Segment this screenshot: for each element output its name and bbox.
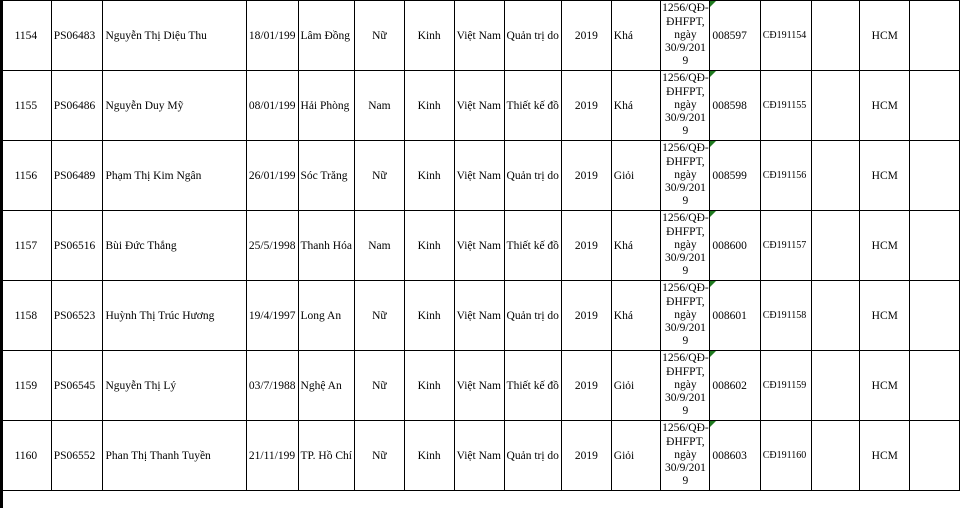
cell-stt[interactable]	[1, 211, 52, 281]
decision-line: ĐHFPT,	[666, 435, 705, 448]
cell-graduation-year[interactable]	[561, 211, 611, 281]
cell-text: Hải Phòng	[300, 99, 350, 112]
cell-issue-place[interactable]	[860, 281, 910, 351]
cell-text: Nữ	[372, 29, 387, 42]
cell-text: Kinh	[417, 309, 441, 322]
cell-birth-date[interactable]	[246, 421, 298, 491]
cell-text: 08/01/199	[248, 99, 296, 112]
cell-full-name[interactable]	[103, 211, 246, 281]
cell-text: CĐ191157	[762, 240, 807, 251]
cell-text: Nguyễn Thị Diệu Thu	[105, 29, 207, 42]
cell-issue-place[interactable]	[860, 71, 910, 141]
cell-text: 26/01/199	[248, 169, 296, 182]
cell-text: 2019	[574, 29, 598, 42]
cell-ethnicity[interactable]	[404, 1, 454, 71]
cell-text: 008603	[712, 449, 747, 462]
decision-line: 30/9/201	[664, 42, 706, 55]
cell-text: PS06523	[53, 309, 96, 322]
comment-marker-icon	[710, 351, 716, 357]
cell-major[interactable]	[504, 281, 561, 351]
cell-nationality[interactable]	[454, 351, 504, 421]
cell-gender[interactable]	[354, 71, 404, 141]
cell-text: 2019	[574, 449, 598, 462]
cell-text: HCM	[871, 29, 898, 42]
cell-gender[interactable]	[354, 281, 404, 351]
cell-text: Quản trị do	[506, 449, 559, 462]
cell-decision[interactable]	[661, 421, 710, 491]
decision-line: ĐHFPT,	[666, 225, 705, 238]
cell-issue-place[interactable]	[860, 351, 910, 421]
cell-extra[interactable]	[910, 1, 960, 71]
cell-text: 008601	[712, 309, 747, 322]
cell-text: Việt Nam	[456, 379, 501, 392]
cell-full-name[interactable]	[103, 281, 246, 351]
cell-text: 1160	[14, 449, 38, 462]
comment-marker-icon	[710, 1, 716, 7]
cell-classification[interactable]	[611, 1, 661, 71]
cell-ethnicity[interactable]	[404, 211, 454, 281]
cell-classification[interactable]	[611, 141, 661, 211]
cell-text: Kinh	[417, 169, 441, 182]
decision-line: 30/9/201	[664, 462, 706, 475]
cell-text: 008598	[712, 99, 747, 112]
decision-line: ngày	[674, 238, 697, 251]
cell-text: Khá	[613, 239, 633, 252]
cell-text: HCM	[871, 309, 898, 322]
table-row	[1, 1, 960, 71]
cell-text: Nữ	[372, 449, 387, 462]
cell-classification[interactable]	[611, 71, 661, 141]
cell-text: 008602	[712, 379, 747, 392]
table-row	[1, 141, 960, 211]
decision-line: 9	[682, 405, 689, 418]
cell-registry-number[interactable]	[760, 211, 811, 281]
decision-line: 30/9/201	[664, 252, 706, 265]
decision-line: ĐHFPT,	[666, 365, 705, 378]
cell-text: CĐ191160	[762, 450, 807, 461]
cell-text: Phan Thị Thanh Tuyền	[105, 449, 211, 462]
cell-stt[interactable]	[1, 1, 52, 71]
cell-registry-number[interactable]	[760, 71, 811, 141]
cell-text: Quản trị do	[506, 169, 559, 182]
cell-text: Nữ	[372, 169, 387, 182]
cell-nationality[interactable]	[454, 211, 504, 281]
table-row	[1, 281, 960, 351]
cell-issue-place[interactable]	[860, 421, 910, 491]
cell-text: 19/4/1997	[248, 309, 296, 322]
comment-marker-icon	[710, 281, 716, 287]
cell-issue-place[interactable]	[860, 1, 910, 71]
cell-certificate-number[interactable]	[710, 211, 760, 281]
cell-gender[interactable]	[354, 421, 404, 491]
cell-text: 1155	[14, 99, 38, 112]
cell-birth-date[interactable]	[246, 1, 298, 71]
comment-marker-icon	[710, 211, 716, 217]
cell-major[interactable]	[504, 141, 561, 211]
table-body	[1, 1, 960, 491]
cell-text: Giỏi	[613, 379, 635, 392]
cell-student-id[interactable]	[51, 71, 103, 141]
cell-certificate-number[interactable]	[710, 141, 760, 211]
decision-line: ĐHFPT,	[666, 155, 705, 168]
cell-stt[interactable]	[1, 281, 52, 351]
cell-extra[interactable]	[910, 211, 960, 281]
decision-line: 9	[682, 125, 689, 138]
cell-decision[interactable]	[661, 211, 710, 281]
cell-registry-number[interactable]	[760, 141, 811, 211]
cell-text: 21/11/199	[248, 449, 296, 462]
cell-text: PS06552	[53, 449, 96, 462]
cell-birth-place[interactable]	[298, 281, 354, 351]
cell-classification[interactable]	[611, 351, 661, 421]
decision-line: 1256/QĐ-	[662, 2, 709, 15]
cell-text: Khá	[613, 99, 633, 112]
cell-text: 25/5/1998	[248, 239, 296, 252]
cell-certificate-number[interactable]	[710, 1, 760, 71]
cell-stt[interactable]	[1, 71, 52, 141]
cell-text: Thiết kế đồ	[506, 239, 559, 252]
decision-line: 1256/QĐ-	[662, 282, 709, 295]
cell-major[interactable]	[504, 211, 561, 281]
cell-text: Việt Nam	[456, 449, 501, 462]
decision-line: ĐHFPT,	[666, 295, 705, 308]
cell-note[interactable]	[811, 351, 860, 421]
cell-birth-place[interactable]	[298, 211, 354, 281]
decision-line: 1256/QĐ-	[662, 212, 709, 225]
decision-line: 30/9/201	[664, 322, 706, 335]
cell-text: Nam	[368, 239, 391, 252]
cell-text: Huỳnh Thị Trúc Hương	[105, 309, 215, 322]
cell-text: Giỏi	[613, 449, 635, 462]
table-row	[1, 351, 960, 421]
cell-text: Quản trị do	[506, 29, 559, 42]
cell-text: Kinh	[417, 449, 441, 462]
comment-marker-icon	[710, 421, 716, 427]
cell-text: 008600	[712, 239, 747, 252]
cell-text: CĐ191158	[762, 310, 807, 321]
cell-birth-place[interactable]	[298, 421, 354, 491]
cell-gender[interactable]	[354, 211, 404, 281]
cell-text: PS06483	[53, 29, 96, 42]
cell-text: PS06489	[53, 169, 96, 182]
cell-birth-place[interactable]	[298, 351, 354, 421]
cell-major[interactable]	[504, 421, 561, 491]
cell-text: Việt Nam	[456, 29, 501, 42]
cell-text: Việt Nam	[456, 239, 501, 252]
comment-marker-icon	[710, 141, 716, 147]
cell-text: 1158	[14, 309, 38, 322]
decision-line: ngày	[674, 378, 697, 391]
table-row	[1, 421, 960, 491]
cell-note[interactable]	[811, 141, 860, 211]
cell-ethnicity[interactable]	[404, 351, 454, 421]
decision-line: 9	[682, 475, 689, 488]
cell-text: Nữ	[372, 309, 387, 322]
cell-certificate-number[interactable]	[710, 71, 760, 141]
decision-line: ngày	[674, 168, 697, 181]
cell-text: CĐ191159	[762, 380, 807, 391]
cell-birth-place[interactable]	[298, 71, 354, 141]
cell-student-id[interactable]	[51, 281, 103, 351]
table-row	[1, 211, 960, 281]
cell-text: Kinh	[417, 99, 441, 112]
cell-ethnicity[interactable]	[404, 421, 454, 491]
cell-registry-number[interactable]	[760, 281, 811, 351]
cell-nationality[interactable]	[454, 281, 504, 351]
cell-extra[interactable]	[910, 421, 960, 491]
cell-ethnicity[interactable]	[404, 141, 454, 211]
cell-decision[interactable]	[661, 71, 710, 141]
cell-text: PS06486	[53, 99, 96, 112]
cell-text: Thanh Hóa	[300, 239, 352, 252]
cell-text: 2019	[574, 309, 598, 322]
cell-stt[interactable]	[1, 141, 52, 211]
cell-text: CĐ191156	[762, 170, 807, 181]
cell-note[interactable]	[811, 211, 860, 281]
cell-text: Kinh	[417, 239, 441, 252]
decision-line: ĐHFPT,	[666, 15, 705, 28]
decision-line: 1256/QĐ-	[662, 72, 709, 85]
decision-line: 1256/QĐ-	[662, 352, 709, 365]
cell-registry-number[interactable]	[760, 421, 811, 491]
cell-extra[interactable]	[910, 281, 960, 351]
cell-text: Giỏi	[613, 169, 635, 182]
cell-text: Kinh	[417, 29, 441, 42]
decision-line: 1256/QĐ-	[662, 142, 709, 155]
cell-text: PS06516	[53, 239, 96, 252]
cell-graduation-year[interactable]	[561, 1, 611, 71]
cell-issue-place[interactable]	[860, 211, 910, 281]
cell-text: HCM	[871, 449, 898, 462]
decision-line: 30/9/201	[664, 182, 706, 195]
cell-note[interactable]	[811, 1, 860, 71]
decision-line: 9	[682, 195, 689, 208]
cell-ethnicity[interactable]	[404, 71, 454, 141]
cell-classification[interactable]	[611, 211, 661, 281]
cell-certificate-number[interactable]	[710, 351, 760, 421]
cell-extra[interactable]	[910, 71, 960, 141]
cell-text: PS06545	[53, 379, 96, 392]
cell-graduation-year[interactable]	[561, 141, 611, 211]
cell-decision[interactable]	[661, 281, 710, 351]
cell-decision[interactable]	[661, 141, 710, 211]
cell-birth-date[interactable]	[246, 141, 298, 211]
cell-text: 1154	[14, 29, 38, 42]
cell-text: 18/01/199	[248, 29, 296, 42]
cell-text: 2019	[574, 379, 598, 392]
cell-full-name[interactable]	[103, 1, 246, 71]
cell-birth-date[interactable]	[246, 351, 298, 421]
decision-line: 30/9/201	[664, 392, 706, 405]
cell-text: Thiết kế đồ	[506, 99, 559, 112]
cell-student-id[interactable]	[51, 351, 103, 421]
cell-birth-place[interactable]	[298, 141, 354, 211]
cell-text: HCM	[871, 379, 898, 392]
decision-line: ngày	[674, 308, 697, 321]
cell-stt[interactable]	[1, 421, 52, 491]
cell-extra[interactable]	[910, 351, 960, 421]
cell-text: Long An	[300, 309, 342, 322]
cell-text: Quản trị do	[506, 309, 559, 322]
cell-note[interactable]	[811, 71, 860, 141]
cell-birth-date[interactable]	[246, 71, 298, 141]
cell-text: 008597	[712, 29, 747, 42]
cell-extra[interactable]	[910, 141, 960, 211]
cell-birth-date[interactable]	[246, 211, 298, 281]
cell-birth-place[interactable]	[298, 1, 354, 71]
cell-text: Việt Nam	[456, 169, 501, 182]
cell-text: HCM	[871, 169, 898, 182]
cell-nationality[interactable]	[454, 1, 504, 71]
cell-stt[interactable]	[1, 351, 52, 421]
cell-text: 1156	[14, 169, 38, 182]
cell-text: Nguyễn Duy Mỹ	[105, 99, 184, 112]
cell-student-id[interactable]	[51, 421, 103, 491]
table-row	[1, 71, 960, 141]
cell-text: 2019	[574, 169, 598, 182]
cell-nationality[interactable]	[454, 421, 504, 491]
cell-ethnicity[interactable]	[404, 281, 454, 351]
cell-graduation-year[interactable]	[561, 71, 611, 141]
comment-marker-icon	[710, 71, 716, 77]
cell-text: Khá	[613, 29, 633, 42]
cell-registry-number[interactable]	[760, 351, 811, 421]
cell-text: Khá	[613, 309, 633, 322]
cell-text: Nam	[368, 99, 391, 112]
cell-text: HCM	[871, 99, 898, 112]
cell-text: Phạm Thị Kim Ngân	[105, 169, 202, 182]
cell-text: 2019	[574, 239, 598, 252]
cell-text: TP. Hồ Chí	[300, 449, 352, 462]
cell-text: 008599	[712, 169, 747, 182]
decision-line: ngày	[674, 28, 697, 41]
cell-text: Sóc Trăng	[300, 169, 348, 182]
cell-major[interactable]	[504, 351, 561, 421]
cell-registry-number[interactable]	[760, 1, 811, 71]
decision-line: ngày	[674, 448, 697, 461]
cell-student-id[interactable]	[51, 1, 103, 71]
decision-line: ngày	[674, 98, 697, 111]
cell-major[interactable]	[504, 1, 561, 71]
decision-line: ĐHFPT,	[666, 85, 705, 98]
cell-full-name[interactable]	[103, 421, 246, 491]
cell-nationality[interactable]	[454, 71, 504, 141]
cell-text: 1157	[14, 239, 38, 252]
cell-certificate-number[interactable]	[710, 421, 760, 491]
cell-issue-place[interactable]	[860, 141, 910, 211]
decision-line: 9	[682, 335, 689, 348]
cell-text: 1159	[14, 379, 38, 392]
cell-nationality[interactable]	[454, 141, 504, 211]
cell-classification[interactable]	[611, 421, 661, 491]
cell-student-id[interactable]	[51, 141, 103, 211]
cell-text: Lâm Đồng	[300, 29, 351, 42]
cell-graduation-year[interactable]	[561, 281, 611, 351]
cell-note[interactable]	[811, 281, 860, 351]
cell-text: Thiết kế đồ	[506, 379, 559, 392]
cell-decision[interactable]	[661, 1, 710, 71]
cell-text: 03/7/1988	[248, 379, 296, 392]
cell-certificate-number[interactable]	[710, 281, 760, 351]
cell-full-name[interactable]	[103, 351, 246, 421]
cell-text: Nguyễn Thị Lý	[105, 379, 177, 392]
cell-text: 2019	[574, 99, 598, 112]
cell-text: CĐ191154	[762, 30, 807, 41]
cell-text: Việt Nam	[456, 99, 501, 112]
cell-text: HCM	[871, 239, 898, 252]
cell-student-id[interactable]	[51, 211, 103, 281]
cell-full-name[interactable]	[103, 71, 246, 141]
cell-text: CĐ191155	[762, 100, 807, 111]
cell-text: Kinh	[417, 379, 441, 392]
cell-decision[interactable]	[661, 351, 710, 421]
decision-line: 30/9/201	[664, 112, 706, 125]
cell-note[interactable]	[811, 421, 860, 491]
cell-graduation-year[interactable]	[561, 351, 611, 421]
decision-line: 9	[682, 55, 689, 68]
cell-birth-date[interactable]	[246, 281, 298, 351]
cell-text: Việt Nam	[456, 309, 501, 322]
cell-text: Nữ	[372, 379, 387, 392]
cell-major[interactable]	[504, 71, 561, 141]
cell-classification[interactable]	[611, 281, 661, 351]
cell-gender[interactable]	[354, 141, 404, 211]
cell-gender[interactable]	[354, 1, 404, 71]
cell-graduation-year[interactable]	[561, 421, 611, 491]
cell-gender[interactable]	[354, 351, 404, 421]
decision-line: 1256/QĐ-	[662, 422, 709, 435]
cell-text: Nghệ An	[300, 379, 342, 392]
decision-line: 9	[682, 265, 689, 278]
cell-full-name[interactable]	[103, 141, 246, 211]
cell-text: Bùi Đức Thắng	[105, 239, 177, 252]
